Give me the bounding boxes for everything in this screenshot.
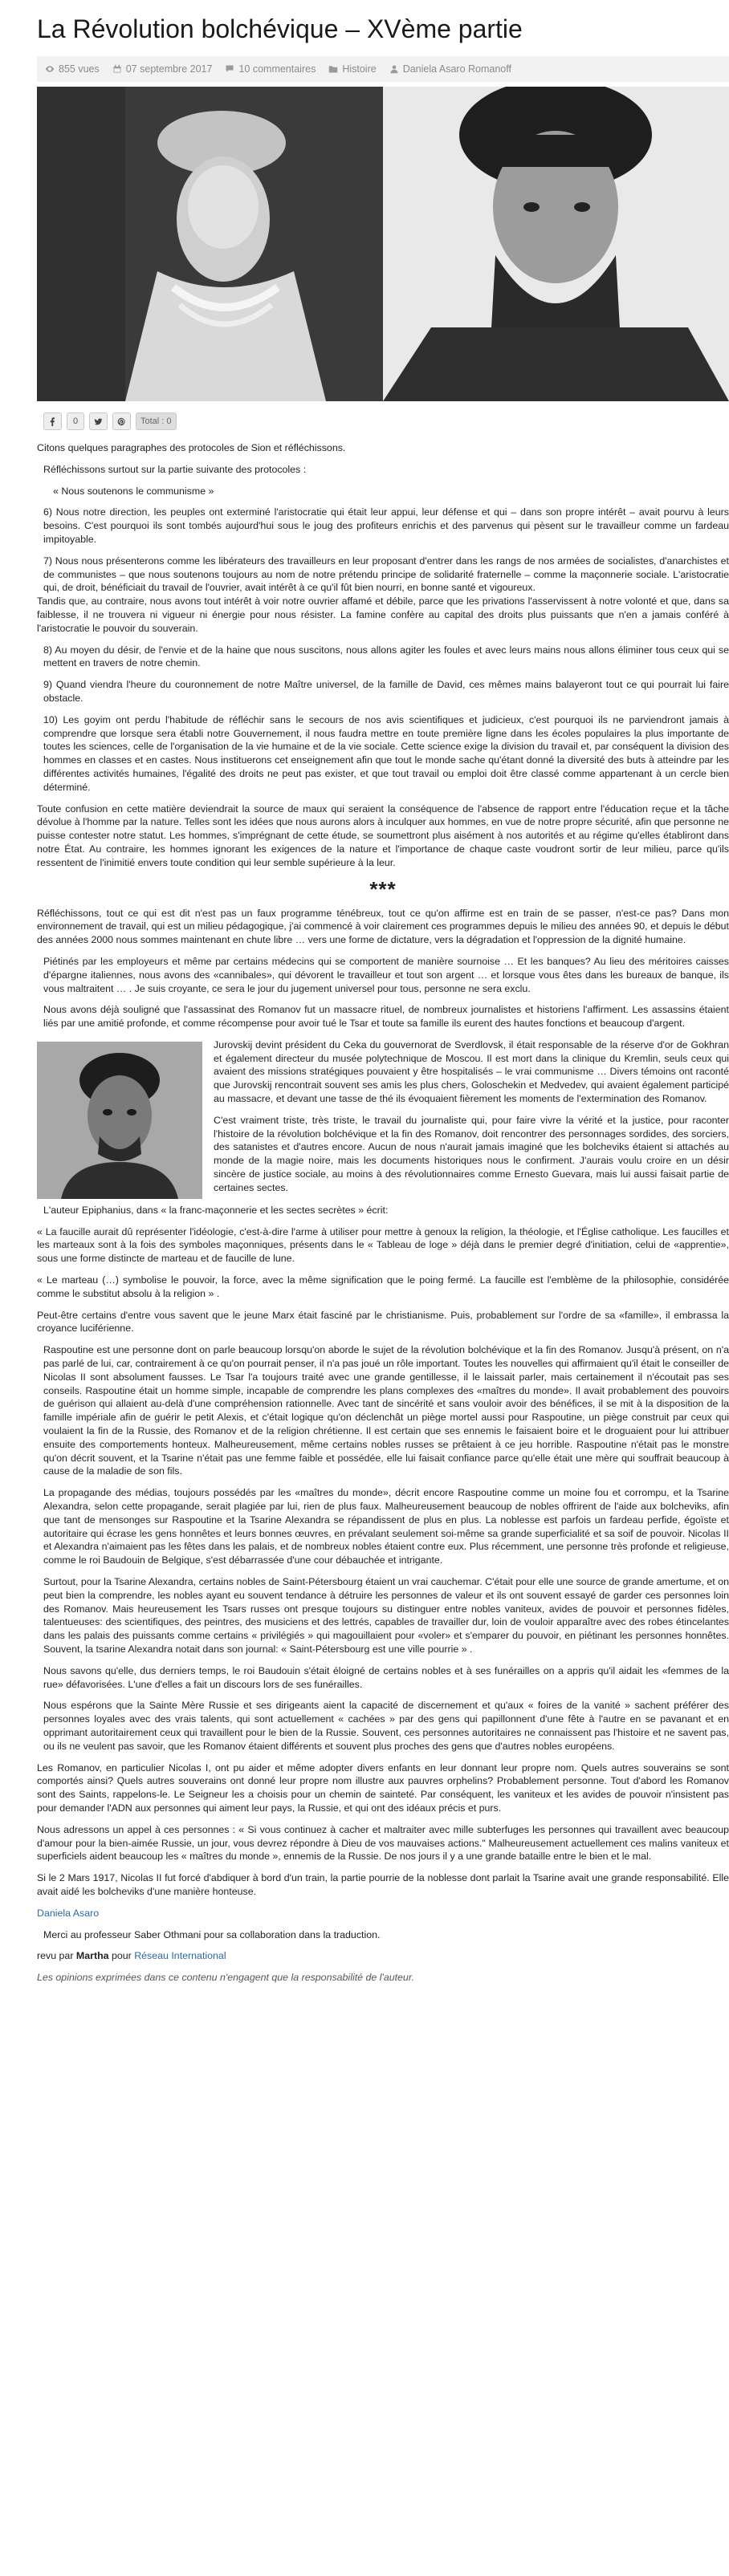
protocol-paragraph: 7) Nous nous présenterons comme les libérateurs des travailleurs en leur proposant d'entrer dans les rangs de nos armées de socialistes, d'anarchistes et de communistes – que nous soutenons toujours au nom de notre prétendu principe de solidarité fraternelle – comme la maçonnerie sociale. L'aristocratie qui, de droit, bénéficiait du travail de l'ouvrier, avait intérêt à ce qu'il fût bien nourri, en bonne santé et vigoureux. <box>43 555 729 594</box>
comments-meta[interactable] <box>225 63 316 76</box>
featured-image <box>37 87 729 401</box>
pinterest-icon <box>117 417 126 426</box>
protocol-paragraph: 10) Les goyim ont perdu l'habitude de réfléchir sans le secours de nos avis scientifiques et judicieux, c'est pourquoi ils ne parviendront jamais à comprendre que lorsque sera établi notre Gouvernement, il nous faudra mettre en toute première ligne dans les écoles populaires la plus importante de toutes les sciences, celle de l'organisation de la vie humaine et de la vie sociale. Cette science exige la division du travail et, par conséquent la division des hommes en classes et en castes. Nous instituerons cet enseignement afin que tout le monde sache qu'étant donné la diversité des buts à atteindre par les différentes activités humaines, l'égalité des droits ne peut pas exister, et que tout travail ou emploi doit être classé comme appartenant à un cercle bien déterminé. <box>43 713 729 793</box>
page-title: La Révolution bolchévique – XVème partie <box>37 14 523 43</box>
twitter-share-button[interactable] <box>89 412 108 430</box>
author-link[interactable]: Daniela Asaro Romanoff <box>402 63 511 75</box>
protocol-paragraph: 9) Quand viendra l'heure du couronnement de notre Maître universel, de la famille de David, ces mêmes mains balayeront tout ce qui pourrait lui faire obstacle. <box>43 679 729 704</box>
author-signature-link[interactable]: Daniela Asaro <box>37 1907 100 1919</box>
paragraph: Surtout, pour la Tsarine Alexandra, certains nobles de Saint-Pétersbourg étaient un vrai cauchemar. C'était pour elle une source de grande amertume, et on peut bien la comprendre, les nobles ayant eu souvent tendance à détruire les personnes de valeur et ils ont souvent essayé de garder ces personnes loin des Romanov. Mais heureusement les Tsars russes ont presque toujours su distinguer entre nobles vaniteux, avides de pouvoir et personnes fidèles, talentueuses: des scientifiques, des peintres, des musiciens et des lettrés, capables de travailler dur, loin de vouloir apparaître avec des robes étincelantes dans les palais des puissants comme certains « privilégiés » qui magouillaient pour «voler» et s'emparer du pouvoir, en piétinant les personnes honnêtes. Souvent, la tsarine Alexandra notait dans son journal: « Saint-Pétersbourg est une ville pourrie » . <box>43 1576 729 1655</box>
comments-icon <box>225 64 234 74</box>
jurovskij-portrait-drawing <box>37 1042 202 1199</box>
review-mid: pour <box>108 1950 135 1962</box>
thanks-note: Merci au professeur Saber Othmani pour sa collaboration dans la traduction. <box>43 1928 381 1940</box>
comments-link[interactable]: 10 commentaires <box>238 63 316 75</box>
paragraph: L'auteur Epiphanius, dans « la franc-maçonnerie et les sectes secrètes » écrit: <box>43 1204 389 1216</box>
paragraph: Si le 2 Mars 1917, Nicolas II fut forcé d'abdiquer à bord d'un train, la partie pourrie de la noblesse dont parlait la Tsarine avait une grande responsabilité. Elle avait aidé les bolcheviks d'une manière honteuse. <box>37 1872 729 1897</box>
quote-heading: « Nous soutenons le communisme » <box>53 485 214 497</box>
paragraph: Nous adressons un appel à ces personnes : « Si vous continuez à cacher et maltraiter avec mille subterfuges les personnes qui travaillent avec beaucoup d'amour pour la bien-aimée Russie, un jour, vous devrez répondre à Dieu de vos mauvaises actions." Malheureusement actuellement ces malins vaniteux et superficiels aident beaucoup les « maîtres du monde », ennemis de la Russie. De nos jours il y a une grande bataille entre le bien et le mal. <box>37 1823 729 1863</box>
section-separator: *** <box>369 876 397 901</box>
quote-paragraph: « Le marteau (…) symbolise le pouvoir, la force, avec la même signification que le poing fermé. La faucille est l'emblème de la philosophie, considérée comme le substitut absolu à la religion » . <box>37 1274 729 1299</box>
share-total: Total : 0 <box>136 412 177 430</box>
calendar-icon <box>112 64 122 74</box>
paragraph: Jurovskij devint président du Ceka du gouvernorat de Sverdlovsk, il était responsable de la réserve d'or de Gokhran et également directeur du musée polytechnique de Moscou. Il est mort dans la clinique du Kremlin, seuls ceux qui avaient des missions stratégiques pouvaient y être hospitalisés – le vrai communisme … Divers témoins ont raconté que Jurovskij rencontrait souvent ses amis les plus chers, Goloschekin et Medvedev, qui avaient également participé au massacre, et devant une tasse de thé ils évoquaient fièrement les moments de l'extermination des Romanov. <box>214 1038 729 1105</box>
rasputin-portrait-photo <box>383 87 729 401</box>
tsarina-portrait-photo <box>37 87 383 401</box>
rasputin-portrait-drawing <box>383 87 729 401</box>
views-count: 855 vues <box>59 63 100 75</box>
user-icon <box>389 64 399 74</box>
share-bar <box>43 412 729 430</box>
views-meta <box>45 63 100 76</box>
post-date: 07 septembre 2017 <box>125 63 213 75</box>
jurovskij-photo <box>37 1042 202 1199</box>
paragraph: Peut-être certains d'entre vous savent que le jeune Marx était fasciné par le christianisme. Puis, probablement sur l'ordre de sa «famille», il embrassa la croyance luciférienne. <box>37 1309 729 1335</box>
protocol-paragraph: Tandis que, au contraire, nous avons tout intérêt à voir notre ouvrier affamé et débile, parce que les privations l'asservissent à notre volonté et que, dans sa faiblesse, il ne trouvera ni vigueur ni énergie pour nous résister. La famine confère au capital des droits plus puissants que n'en a jamais conféré à l'aristocratie le pouvoir du souverain. <box>37 595 729 634</box>
paragraph: Raspoutine est une personne dont on parle beaucoup lorsqu'on aborde le sujet de la révolution bolchévique et la fin des Romanov. Jusqu'à présent, on n'a pas parlé de lui, car, contrairement à ce qu'on pourrait penser, il n'a pas joué un rôle important. Toutes les nouvelles qui affirmaient qu'il était le conseiller de Nicolas II sont absolument fausses. Le Tsar l'a toujours traité avec une grande gentillesse, il le laissait parler, mais certainement il n'écoutait pas ses conseils. Raspoutine était un homme simple, incapable de comprendre les plans complexes des «maîtres du monde». Il avait probablement des pouvoirs de guérison qui allaient au-delà d'une compréhension rationnelle. Avec tant de sincérité et sans vouloir avoir des bénéfices, il se mit à la disposition de la famille impériale afin de guérir le petit Alexis, et c'était logique qu'on déclenchât un piège mortel aussi pour Raspoutine, un piège construit par ceux qui voulaient la fin de la Russie, des Romanov et de la religion chrétienne. Il est certain que ses ennemis le faisaient boire et le droguaient pour lui attribuer ensuite des comportements honteux. Malheureusement, même certains nobles russes se prêtaient à ce jeu horrible. Raspoutine n'était pas le monstre qu'on décrit souvent, et la Tsarine n'était pas une femme faible et possédée, elle lui faisait confiance parce qu'elle était une mère qui souffrait beaucoup à cause de la maladie de son fils. <box>43 1344 729 1477</box>
disclaimer: Les opinions exprimées dans ce contenu n'engagent que la responsabilité de l'auteur. <box>37 1972 414 1984</box>
quote-paragraph: « La faucille aurait dû représenter l'idéologie, c'est-à-dire l'arme à utiliser pour mettre à genoux la religion, la théologie, et l'Église catholique. Les faucilles et les marteaux sont à la fois des symboles maçonniques, présents dans le « Tableau de loge » déjà dans le premier degré d'initiation, celui de «apprentie», sous une forme distincte de marteau et de faucille de lune. <box>37 1225 729 1265</box>
paragraph: Réfléchissons surtout sur la partie suivante des protocoles : <box>43 463 307 475</box>
post-meta-bar <box>37 56 729 82</box>
facebook-icon <box>48 417 57 426</box>
review-credit <box>37 1949 729 1963</box>
paragraph: Nous savons qu'elle, dus derniers temps, le roi Baudouin s'était éloigné de certains nobles et à ses funérailles on a appris qu'il aidait les «femmes de la rue» défavorisées. L'une d'elles a fait un discours lors de ses funérailles. <box>43 1664 729 1690</box>
reviewer-name: Martha <box>75 1950 109 1962</box>
protocol-paragraph: 8) Au moyen du désir, de l'envie et de la haine que nous suscitons, nous allons agiter les foules et avec leurs mains nous allons éliminer tous ceux qui se mettent en travers de notre chemin. <box>43 644 729 669</box>
jurovskij-section <box>37 1038 729 1204</box>
date-meta <box>112 63 213 76</box>
paragraph: Citons quelques paragraphes des protocoles de Sion et réfléchissons. <box>37 442 346 453</box>
twitter-icon <box>94 417 103 426</box>
paragraph: Piétinés par les employeurs et même par certains médecins qui se comportent de manière sournoise … Et les banques? Au lieu des méritoires caisses d'épargne italiennes, nous avons des «cannibales», qui dévorent le travailleur et tout son argent … et lorsque vous êtes dans les bureaux de banque, ils vous maltraitent … . Je suis croyante, ce sera le jour du jugement universel pour tous, personne ne sera exclu. <box>43 955 729 994</box>
pinterest-share-button[interactable] <box>112 412 131 430</box>
paragraph: Réfléchissons, tout ce qui est dit n'est pas un faux programme ténébreux, tout ce qu'on affirme est en train de se passer, n'est-ce pas? Dans mon environnement de travail, qui est un milieu pédagogique, j'ai commencé à voir clairement ces programmes depuis le milieu des années 90, et depuis le début des années 2000 nous sommes maintenant en chute libre … vers une forme de dictature, vers la dégradation et l'oppression de la dignité humaine. <box>37 907 729 946</box>
article-body <box>37 441 729 1985</box>
facebook-share-button[interactable] <box>43 412 62 430</box>
protocol-paragraph: 6) Nous notre direction, les peuples ont exterminé l'aristocratie qui était leur appui, leur défense et qui – dans son propre intérêt – avait pourvu à leurs besoins. C'est pourquoi ils sont tombés aujourd'hui sous le joug des profiteurs enrichis et des parvenus qui pèsent sur le travailleur comme un fardeau impitoyable. <box>43 506 729 545</box>
review-prefix: revu par <box>37 1950 76 1962</box>
eye-icon <box>45 64 55 74</box>
paragraph: Nous espérons que la Sainte Mère Russie et ses dirigeants aient la capacité de discernement et qu'aux « foires de la vanité » sachent préférer des personnes loyales avec des vrais talents, qui sont actuellement « cachées » par des gens qui papillonnent d'une fête à l'autre en se pavanant et en opprimant autoritairement ceux qui travaillent pour le bien de la Russie. Souvent, ces personnes autoritaires ne connaissent pas l'histoire et ne savent pas, ou ils ne veulent pas savoir, que les Romanov étaient différents et souvent plus proches des gens que d'autres nobles européens. <box>43 1700 729 1752</box>
paragraph: Les Romanov, en particulier Nicolas I, ont pu aider et même adopter divers enfants en leur donnant leur propre nom. Quels autres souverains se sont comportés ainsi? Quels autres souverains ont donné leur propre nom illustre aux pauvres orphelins? Probablement personne. Tout d'abord les Romanov sont des Saints, rappelons-le. Le Seigneur les a choisis pour un chemin de sainteté. Par conséquent, les vaniteux et les avides de pouvoir n'insistent pas pour demander l'ADN aux personnes qui aiment leur pays, la Russie, et qui ont des idéaux précis et purs. <box>37 1761 729 1814</box>
paragraph: Nous avons déjà souligné que l'assassinat des Romanov fut un massacre rituel, de nombreux journalistes et historiens l'affirment. Les assassins étaient liés par une amitié profonde, et comme récompense pour avoir tué le Tsar et toute sa famille ils eurent des hautes fonctions et beaucoup d'argent. <box>43 1004 729 1030</box>
author-signature <box>37 1907 729 1920</box>
paragraph: C'est vraiment triste, très triste, le travail du journaliste qui, pour faire vivre la vérité et la justice, pour raconter l'histoire de la révolution bolchévique et la fin des Romanov, doit rencontrer des personnages sordides, des sorciers, des satanistes et d'autres encore. Aucun de nous n'aurait jamais imaginé que les bolcheviks étaient si attachés au monde de la magie noire, mais les documents historiques nous le confirment. J'aurais voulu croire en un désir sincère de justice sociale, au moins à des révolutionnaires comme Ernesto Guevara, mais lui aussi faisait partie de certaines sectes. <box>214 1114 729 1193</box>
facebook-share-count: 0 <box>67 412 84 430</box>
category-link[interactable]: Histoire <box>342 63 377 75</box>
author-meta[interactable] <box>389 63 511 76</box>
folder-icon <box>328 64 338 74</box>
category-meta[interactable] <box>328 63 376 76</box>
source-link[interactable]: Réseau International <box>134 1950 226 1962</box>
tsarina-portrait-drawing <box>37 87 383 401</box>
paragraph: La propagande des médias, toujours possédés par les «maîtres du monde», décrit encore Raspoutine comme un moine fou et corrompu, et la Tsarine Alexandra, selon cette propagande, serait plagiée par lui, rien de plus faux. Malheureusement beaucoup de nobles offrirent de l'aide aux bolcheviks, afin que tant de mensonges sur Raspoutine et la Tsarine Alexandra se répandissent de plus en plus. La noblesse est parfois un fardeau perfide, égoïste et autoritaire qui écrase les gens honnêtes et leurs bonnes œuvres, en prévalant seulement soi-même sa grande superficialité et sa soif de pouvoir. Nicolas II et Alexandra n'aimaient pas les fêtes dans les palais, et de nombreux nobles étaient contre eux. Plus récemment, une personne très profonde et religieuse, comme le roi Baudouin de Belgique, s'est débarrassée d'une cour débauchée et intrigante. <box>43 1487 729 1566</box>
protocol-paragraph: Toute confusion en cette matière deviendrait la source de maux qui seraient la conséquence de l'absence de rapport entre l'éducation reçue et la tâche dévolue à l'homme par la nature. Telles sont les idées que nous aurons alors à inculquer aux hommes, en vue de notre propre sécurité, afin que personne ne puisse contester notre statut. Les hommes, s'imprégnant de cette étude, se soumettront plus aisément à nos autorités et au régime qu'elles établiront dans notre État. Au contraire, les hommes ignorant les exigences de la nature et l'importance de chaque caste voudront sortir de leur milieu, parce qu'ils ressentent de l'inimitié envers toute condition qui leur semble supérieure à la leur. <box>37 802 729 868</box>
